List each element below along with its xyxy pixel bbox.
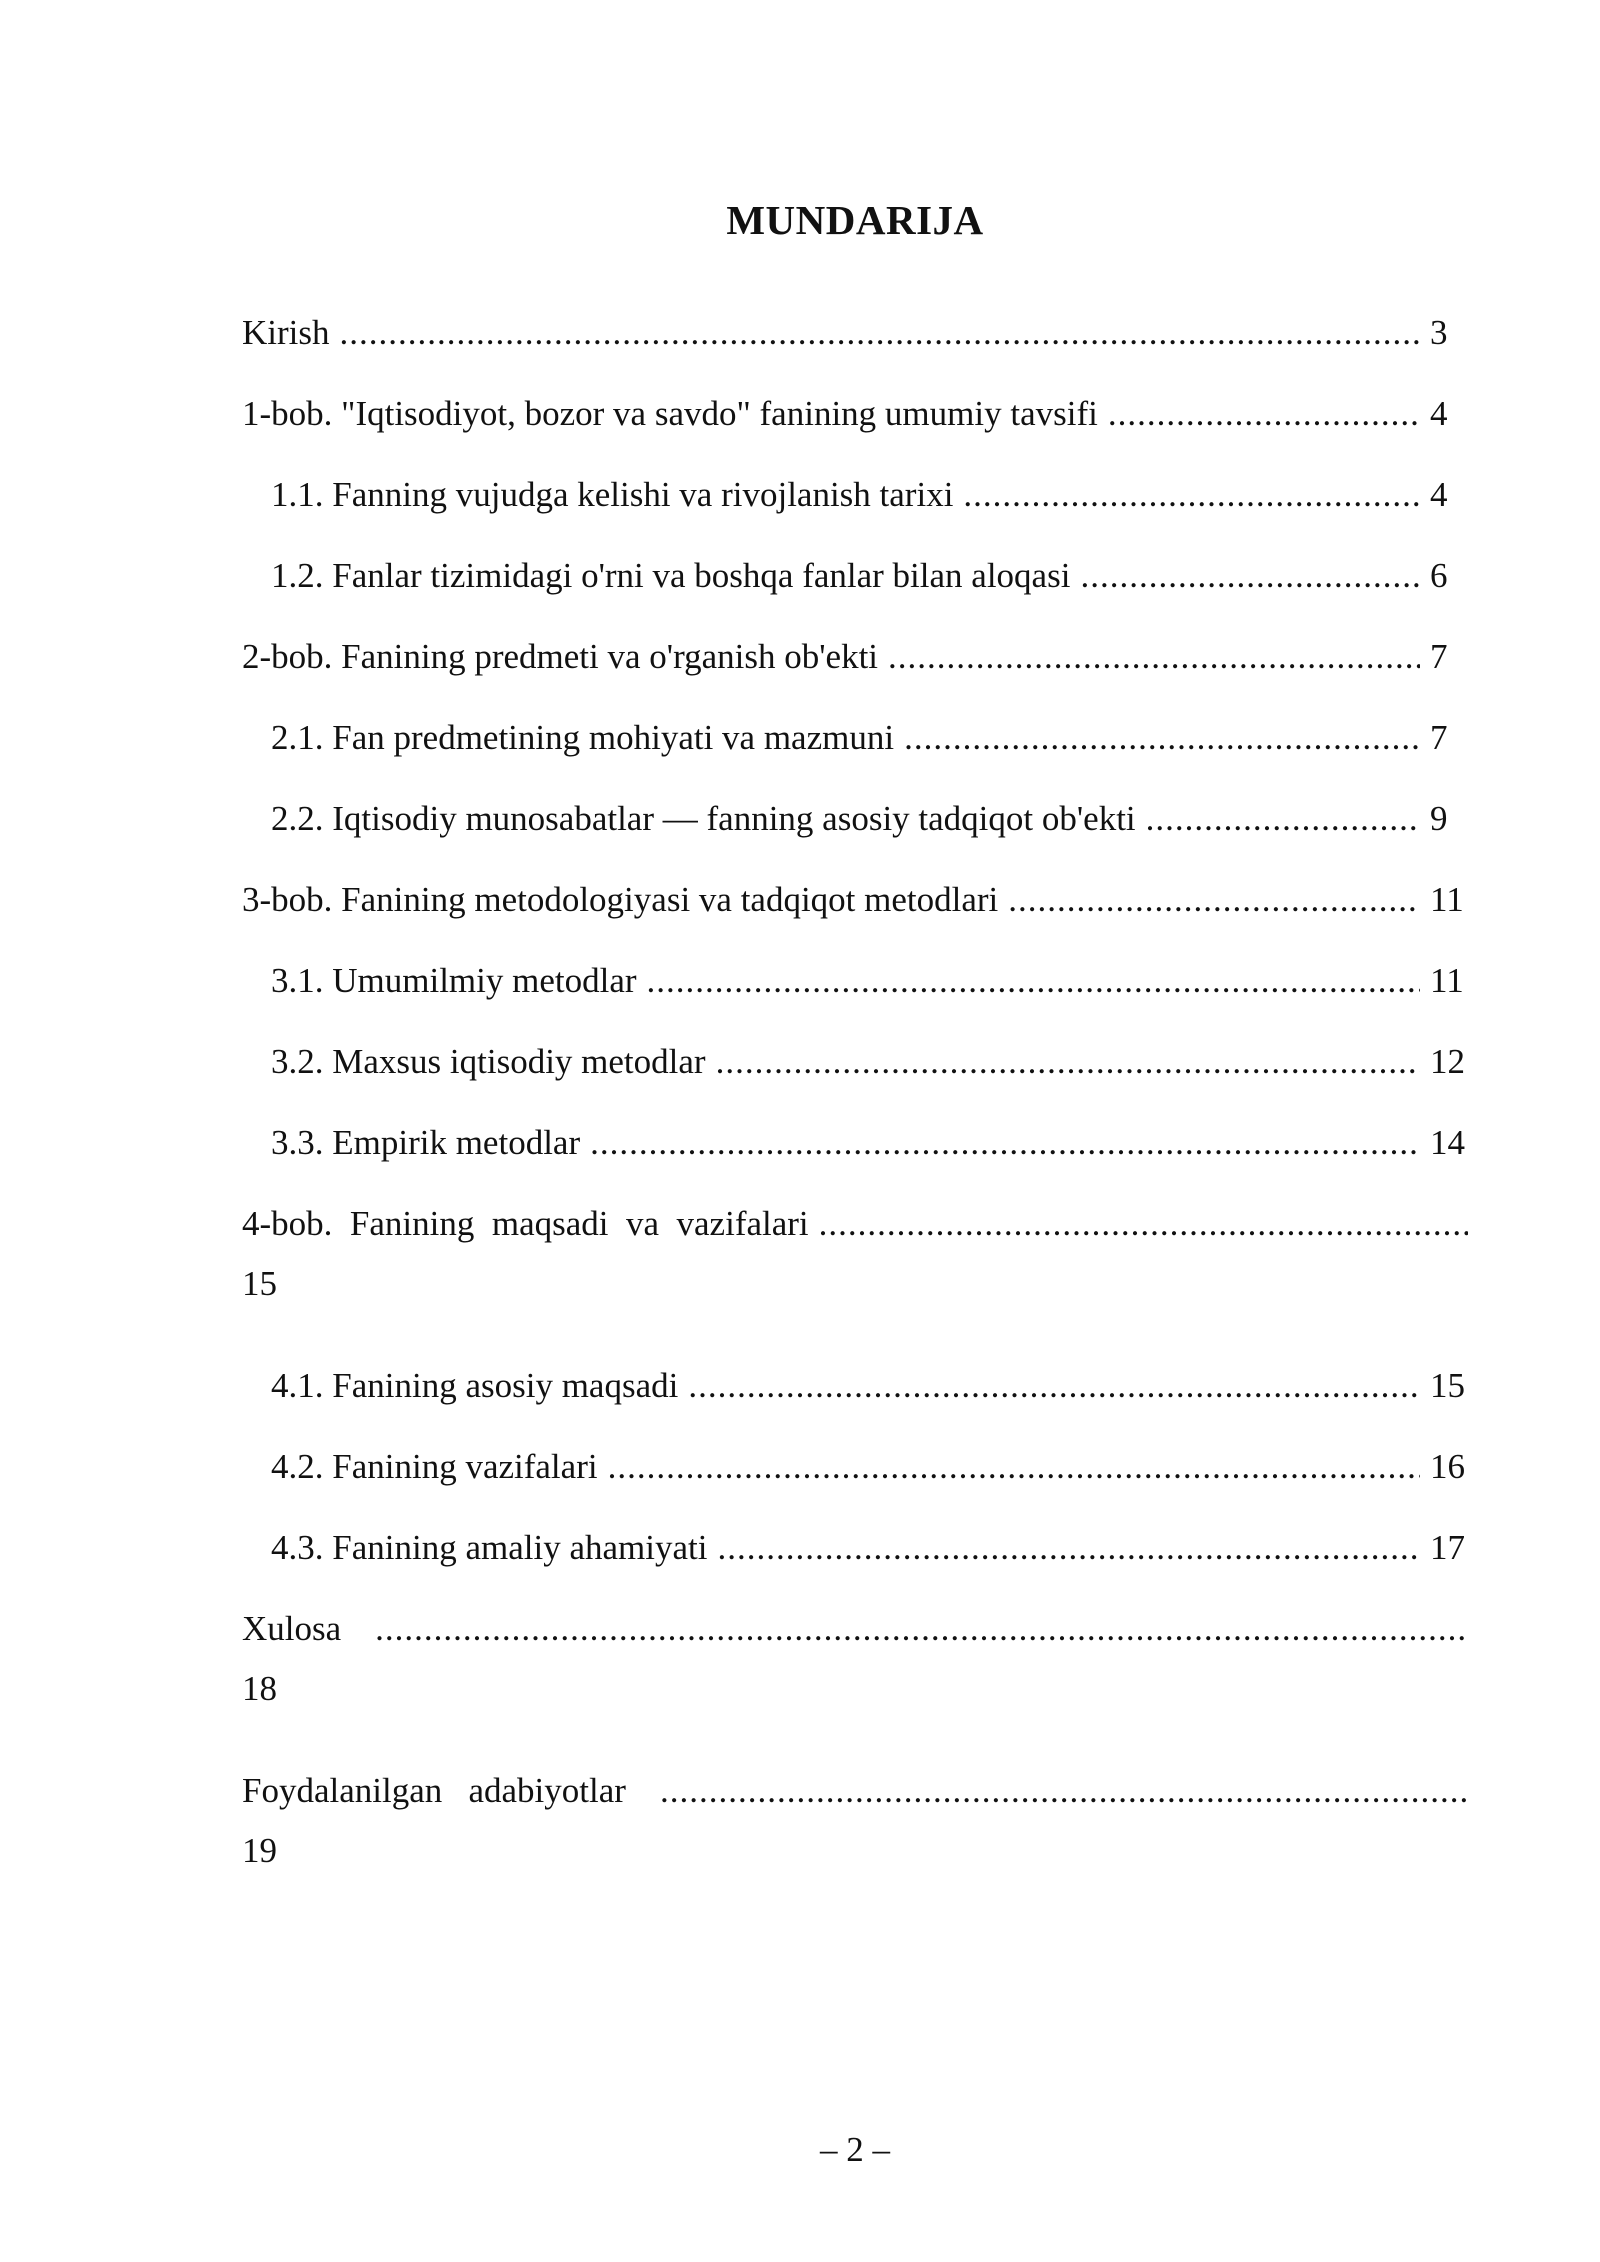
dot-leader bbox=[647, 961, 1420, 1001]
toc-entry-section-1-1 bbox=[242, 454, 1468, 535]
toc-entry-chapter-3 bbox=[242, 859, 1468, 940]
toc-entry-label: 4.3. Fanining amaliy ahamiyati bbox=[271, 1527, 708, 1567]
dot-leader bbox=[1008, 880, 1420, 920]
dot-leader bbox=[1146, 799, 1420, 839]
toc-entry-chapter-4 bbox=[242, 1183, 1468, 1345]
toc-entry-page: 17 bbox=[1430, 1527, 1465, 1567]
toc-entry-page: 7 bbox=[1430, 636, 1448, 676]
toc-entry-label: 3.3. Empirik metodlar bbox=[271, 1122, 581, 1162]
toc-entry-label: 3.1. Umumilmiy metodlar bbox=[271, 960, 637, 1000]
toc-entry-section-3-2 bbox=[242, 1021, 1468, 1102]
table-of-contents bbox=[242, 292, 1468, 1912]
toc-entry-adabiyotlar bbox=[242, 1750, 1468, 1912]
toc-entry-label: Kirish bbox=[242, 312, 330, 352]
dot-leader bbox=[888, 637, 1420, 677]
toc-entry-page: 9 bbox=[1430, 798, 1448, 838]
toc-entry-xulosa bbox=[242, 1588, 1468, 1750]
toc-entry-page: 11 bbox=[1430, 879, 1464, 919]
toc-entry-section-2-2 bbox=[242, 778, 1468, 859]
toc-entry-page: 7 bbox=[1430, 717, 1448, 757]
dot-leader bbox=[340, 313, 1421, 353]
toc-entry-kirish bbox=[242, 292, 1468, 373]
toc-entry-page: 16 bbox=[1430, 1446, 1465, 1486]
toc-entry-label: 3.2. Maxsus iqtisodiy metodlar bbox=[271, 1041, 706, 1081]
toc-entry-page: 19 bbox=[242, 1831, 277, 1870]
toc-entry-label: 2.2. Iqtisodiy munosabatlar — fanning asosiy tadqiqot ob'ekti bbox=[271, 798, 1136, 838]
toc-entry-page: 15 bbox=[1430, 1365, 1465, 1405]
toc-entry-page: 4 bbox=[1430, 393, 1448, 433]
toc-entry-label: Xulosa bbox=[242, 1608, 342, 1648]
toc-entry-label: 2-bob. Fanining predmeti va o'rganish ob'ekti bbox=[242, 636, 879, 676]
toc-entry-page: 15 bbox=[242, 1264, 277, 1303]
dot-leader bbox=[904, 718, 1420, 758]
toc-entry-label: 4.2. Fanining vazifalari bbox=[271, 1446, 598, 1486]
dot-leader bbox=[1080, 556, 1420, 596]
toc-entry-page: 3 bbox=[1430, 312, 1448, 352]
toc-entry-section-4-2 bbox=[242, 1426, 1468, 1507]
toc-entry-page: 18 bbox=[242, 1669, 277, 1708]
dot-leader bbox=[717, 1528, 1420, 1568]
toc-entry-chapter-2 bbox=[242, 616, 1468, 697]
toc-entry-label: 3-bob. Fanining metodologiyasi va tadqiqot metodlari bbox=[242, 879, 999, 919]
toc-entry-page: 14 bbox=[1430, 1122, 1465, 1162]
dot-leader bbox=[375, 1609, 1468, 1649]
dot-leader bbox=[608, 1447, 1420, 1487]
toc-entry-page: 11 bbox=[1430, 960, 1464, 1000]
toc-entry-page: 4 bbox=[1430, 474, 1448, 514]
toc-entry-label: Foydalanilgan adabiyotlar bbox=[242, 1770, 626, 1810]
dot-leader bbox=[963, 475, 1420, 515]
toc-entry-label: 4.1. Fanining asosiy maqsadi bbox=[271, 1365, 679, 1405]
toc-entry-chapter-1 bbox=[242, 373, 1468, 454]
toc-entry-label: 1.1. Fanning vujudga kelishi va rivojlanish tarixi bbox=[271, 474, 954, 514]
toc-entry-label: 2.1. Fan predmetining mohiyati va mazmuni bbox=[271, 717, 895, 757]
toc-entry-page: 6 bbox=[1430, 555, 1448, 595]
dot-leader bbox=[1108, 394, 1420, 434]
toc-entry-section-3-3 bbox=[242, 1102, 1468, 1183]
toc-entry-section-4-3 bbox=[242, 1507, 1468, 1588]
toc-entry-section-3-1 bbox=[242, 940, 1468, 1021]
toc-entry-page: 12 bbox=[1430, 1041, 1465, 1081]
dot-leader bbox=[716, 1042, 1420, 1082]
dot-leader bbox=[660, 1771, 1468, 1811]
dot-leader bbox=[819, 1204, 1468, 1244]
toc-entry-label: 1.2. Fanlar tizimidagi o'rni va boshqa fanlar bilan aloqasi bbox=[271, 555, 1071, 595]
page-number-footer: – 2 – bbox=[820, 2130, 890, 2169]
toc-entry-section-1-2 bbox=[242, 535, 1468, 616]
dot-leader bbox=[688, 1366, 1420, 1406]
toc-entry-section-4-1 bbox=[242, 1345, 1468, 1426]
toc-entry-label: 4-bob. Fanining maqsadi va vazifalari bbox=[242, 1203, 809, 1243]
dot-leader bbox=[590, 1123, 1420, 1163]
toc-entry-section-2-1 bbox=[242, 697, 1468, 778]
toc-entry-label: 1-bob. "Iqtisodiyot, bozor va savdo" fanining umumiy tavsifi bbox=[242, 393, 1098, 433]
page-title: MUNDARIJA bbox=[726, 197, 984, 243]
